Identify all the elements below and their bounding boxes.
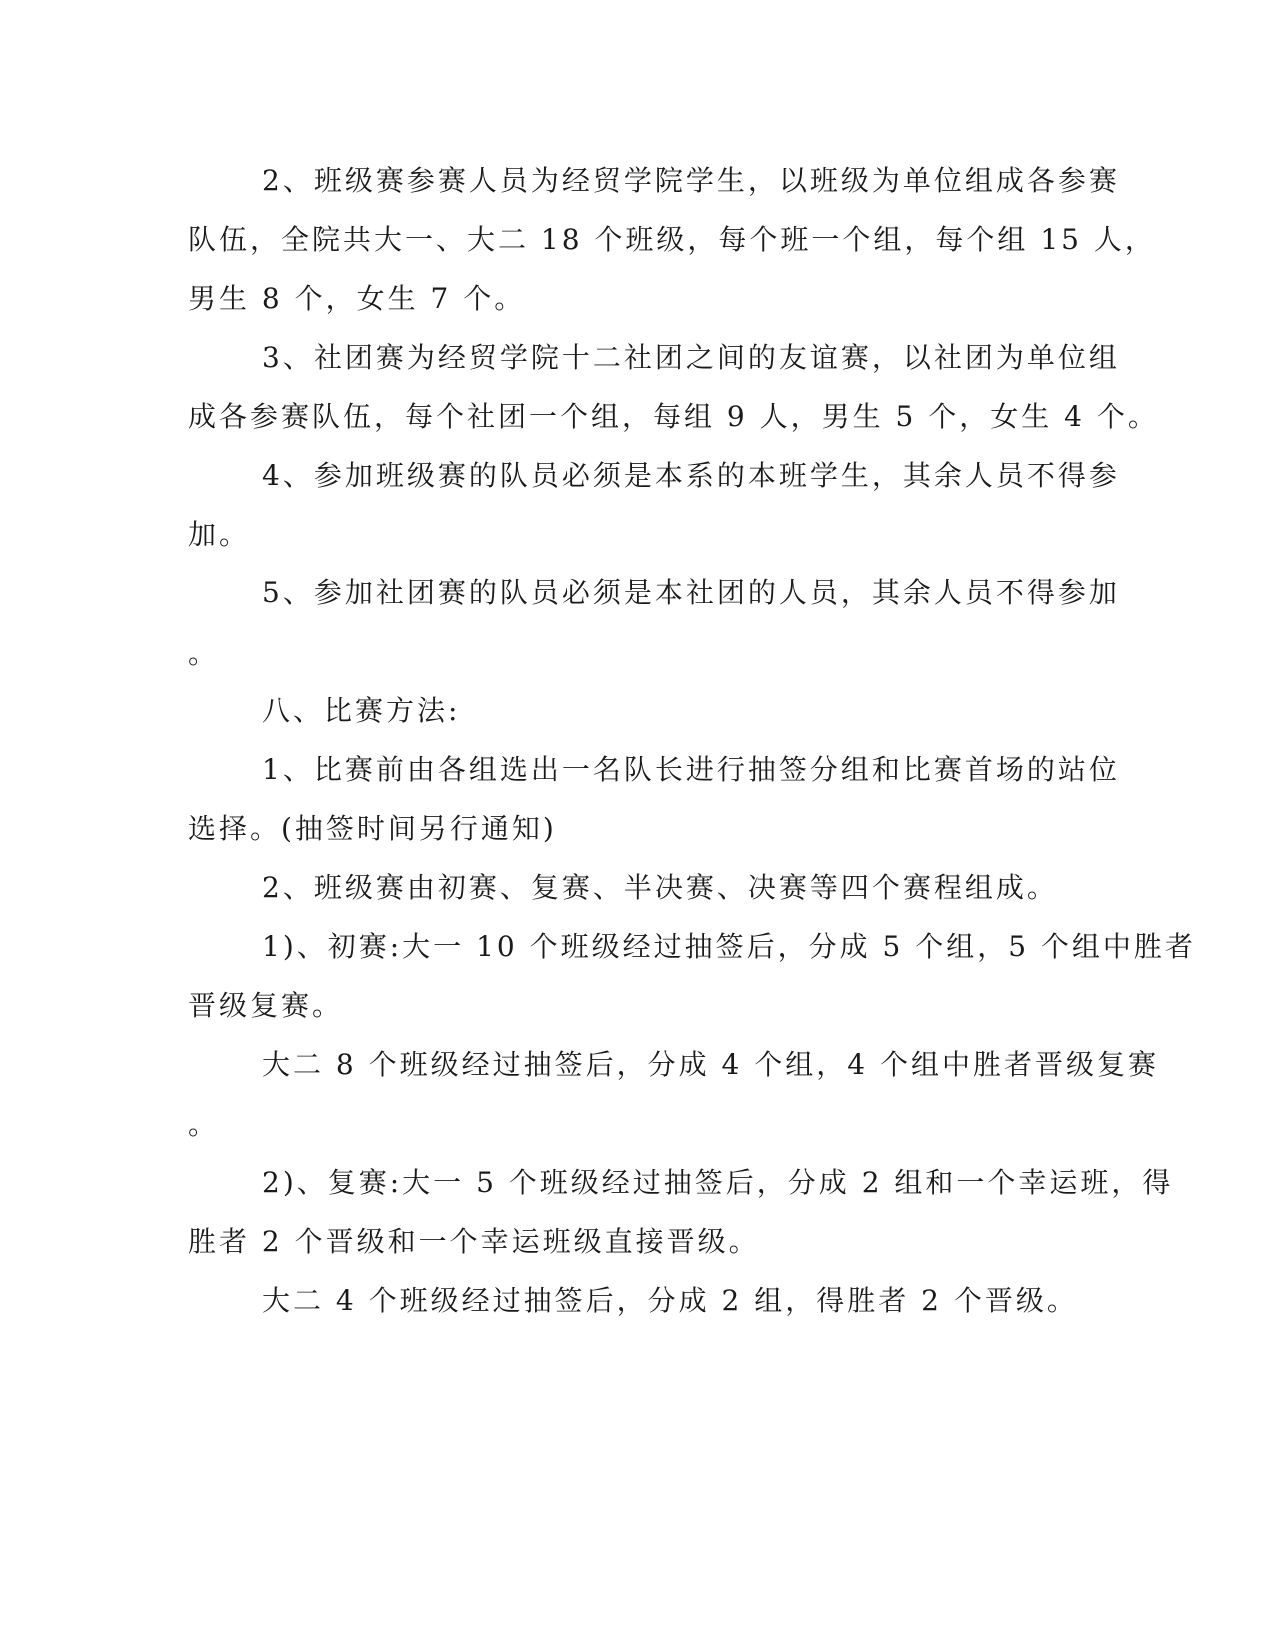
text-line: 5、参加社团赛的队员必须是本社团的人员，其余人员不得参加 (262, 576, 1120, 609)
text-line: 2)、复赛:大一 5 个班级经过抽签后，分成 2 组和一个幸运班，得 (262, 1166, 1174, 1199)
text-line: 1)、初赛:大一 10 个班级经过抽签后，分成 5 个组，5 个组中胜者 (262, 930, 1196, 963)
section-heading: 八、比赛方法: (262, 694, 461, 727)
text-line: 大二 8 个班级经过抽签后，分成 4 个组，4 个组中胜者晋级复赛 (262, 1048, 1159, 1081)
text-line: 晋级复赛。 (188, 989, 344, 1022)
text-line: 2、班级赛由初赛、复赛、半决赛、决赛等四个赛程组成。 (262, 871, 1058, 904)
text-line: 加。 (188, 518, 251, 551)
text-line: 男生 8 个，女生 7 个。 (188, 282, 526, 315)
text-line: 选择。(抽签时间另行通知) (188, 812, 557, 845)
text-line: 1、比赛前由各组选出一名队长进行抽签分组和比赛首场的站位 (262, 753, 1120, 786)
text-line: 大二 4 个班级经过抽签后，分成 2 组，得胜者 2 个晋级。 (262, 1284, 1078, 1317)
text-line: 。 (188, 1108, 220, 1141)
text-line: 。 (188, 637, 220, 670)
text-line: 3、社团赛为经贸学院十二社团之间的友谊赛，以社团为单位组 (262, 341, 1120, 374)
text-line: 胜者 2 个晋级和一个幸运班级直接晋级。 (188, 1225, 760, 1258)
text-line: 2、班级赛参赛人员为经贸学院学生，以班级为单位组成各参赛 (262, 164, 1120, 197)
text-line: 4、参加班级赛的队员必须是本系的本班学生，其余人员不得参 (262, 459, 1120, 492)
text-line: 队伍，全院共大一、大二 18 个班级，每个班一个组，每个组 15 人， (188, 223, 1156, 256)
text-line: 成各参赛队伍，每个社团一个组，每组 9 人，男生 5 个，女生 4 个。 (188, 400, 1159, 433)
